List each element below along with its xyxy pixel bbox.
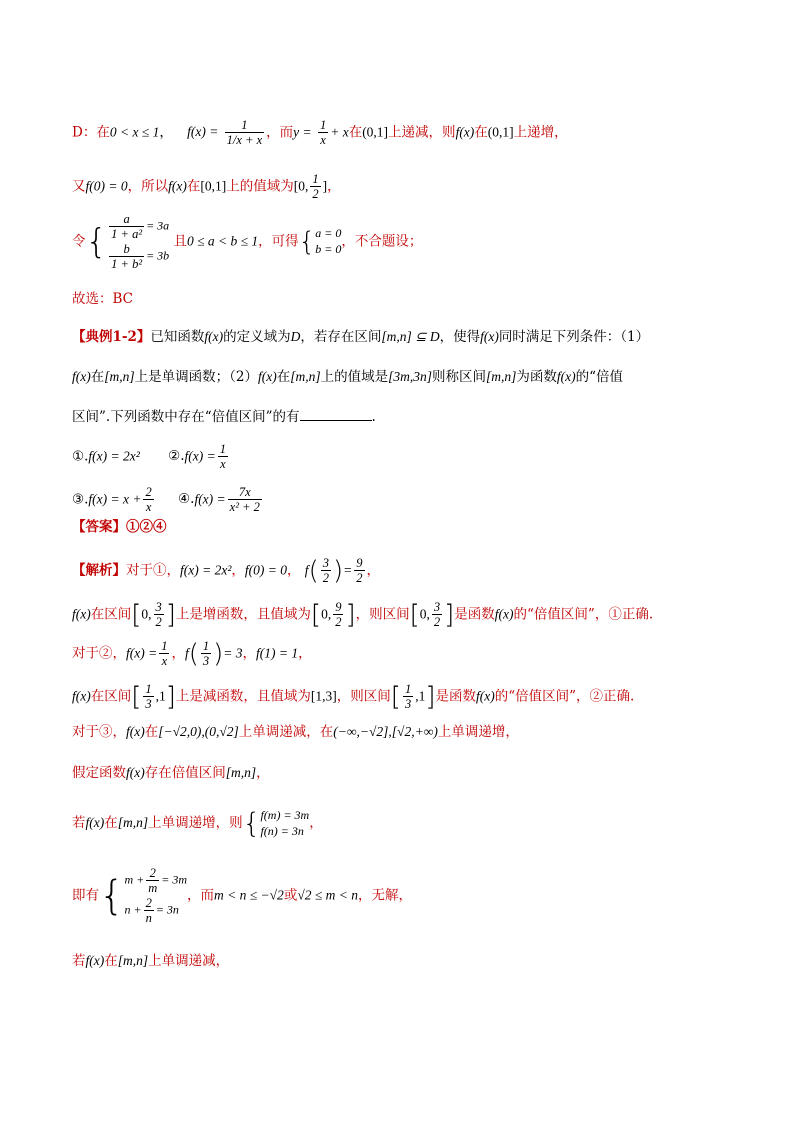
solution-line-system: 令{ $\frac{a}{\text{1 + a²}}$ = 3a $\frac{b}{\text{1 + b²}}$ = 3b 且0 ≤ a < b ≤ 1，可得{ a = 0 b = 0 ，不合题设；: [72, 212, 423, 272]
analysis-line-1: 【解析】对于①，f(x) = 2x²，f(0) = 0， f( $\frac{3}{2}$ )= $\frac{9}{2}$ ，: [72, 555, 380, 586]
analysis-line-5: 对于③，f(x)在[−√2,0),(0,√2]上单调递减，在(−∞,−√2],[√2,+∞)上单调递增，: [72, 724, 519, 740]
answer-line: 【答案】①②④: [72, 519, 167, 535]
analysis-tag: 【解析】: [72, 562, 126, 579]
solution-line-range: 又f(0) = 0，所以f(x)在[0,1]上的值域为[0, $\frac{1}{2}$ ]，: [72, 172, 341, 202]
options-row-1: ①.f(x) = 2x² ②.f(x) = $\frac{1}{x}$: [72, 442, 226, 472]
analysis-line-7: 若f(x)在[m,n]上单调递增，则{ f(m) = 3m f(n) = 3n ，: [72, 806, 323, 840]
options-row-2: ③.f(x) = x + $\frac{2}{x}$ ④.f(x) = $\frac{7x}{\text{x² + 2}}$: [72, 485, 260, 515]
text: D：在: [72, 124, 110, 141]
example-line-3: 区间”.下列函数中存在“倍值区间”的有 .: [72, 409, 376, 425]
equation-system: $\frac{a}{\text{1 + a²}}$ = 3a $\frac{b}{\text{1 + b²}}$ = 3b: [111, 212, 170, 272]
analysis-line-9: 若f(x)在[m,n]上单调递减，: [72, 953, 230, 969]
example-tag: 【典例1-2】: [72, 329, 151, 345]
analysis-line-3: 对于②，f(x) = $\frac{1}{x}$ ，f( $\frac{1}{3}$ )= 3，f(1) = 1，: [72, 638, 312, 669]
answer-value: ①②④: [126, 519, 167, 535]
fraction: $\frac{1}{1/x + x}$: [226, 118, 263, 148]
math-condition: 0 < x ≤ 1: [109, 124, 160, 140]
answer-blank: [300, 408, 372, 421]
math-function: f(x) =: [187, 124, 219, 140]
answer-choice: 故选：BC: [72, 291, 134, 307]
solution-line-d: D：在0 < x ≤ 1， f(x) = $\frac{1}{1/x + x}$ ，而y = $\frac{1}{x}$ + x在(0,1]上递减，则f(x)在(0,1]上递增，: [72, 118, 568, 148]
analysis-line-8: 即有{ m + $\frac{2}{m}$ = 3m n + $\frac{2}{n}$ = 3n ，而m < n ≤ −√2或√2 ≤ m < n，无解，: [72, 866, 412, 926]
analysis-line-4: f(x)在区间[ $\frac{1}{3}$ ,1]上是减函数，且值域为[1,3]，则区间[ $\frac{1}{3}$ ,1]是函数f(x)的“倍值区间”，②正确.: [72, 681, 635, 712]
analysis-line-6: 假定函数f(x)存在倍值区间[m,n]，: [72, 765, 270, 781]
fraction: $\frac{1}{x}$: [319, 118, 327, 148]
fraction: $\frac{1}{2}$: [312, 172, 319, 202]
example-line-2: f(x)在[m,n]上是单调函数；（2）f(x)在[m,n]上的值域是[3m,3n]则称区间[m,n]为函数f(x)的“倍值: [72, 369, 624, 385]
example-header: 【典例1-2】已知函数f(x)的定义域为D，若存在区间[m,n] ⊆ D，使得f(x)同时满足下列条件：（1）: [72, 329, 650, 345]
analysis-line-2: f(x)在区间[0, $\frac{3}{2}$ ]上是增函数，且值域为[0, $\frac{9}{2}$ ]，则区间[0, $\frac{3}{2}$ ]是函数f(x)的“倍值区间”，①正确.: [72, 599, 654, 630]
text: ，而: [266, 124, 294, 141]
